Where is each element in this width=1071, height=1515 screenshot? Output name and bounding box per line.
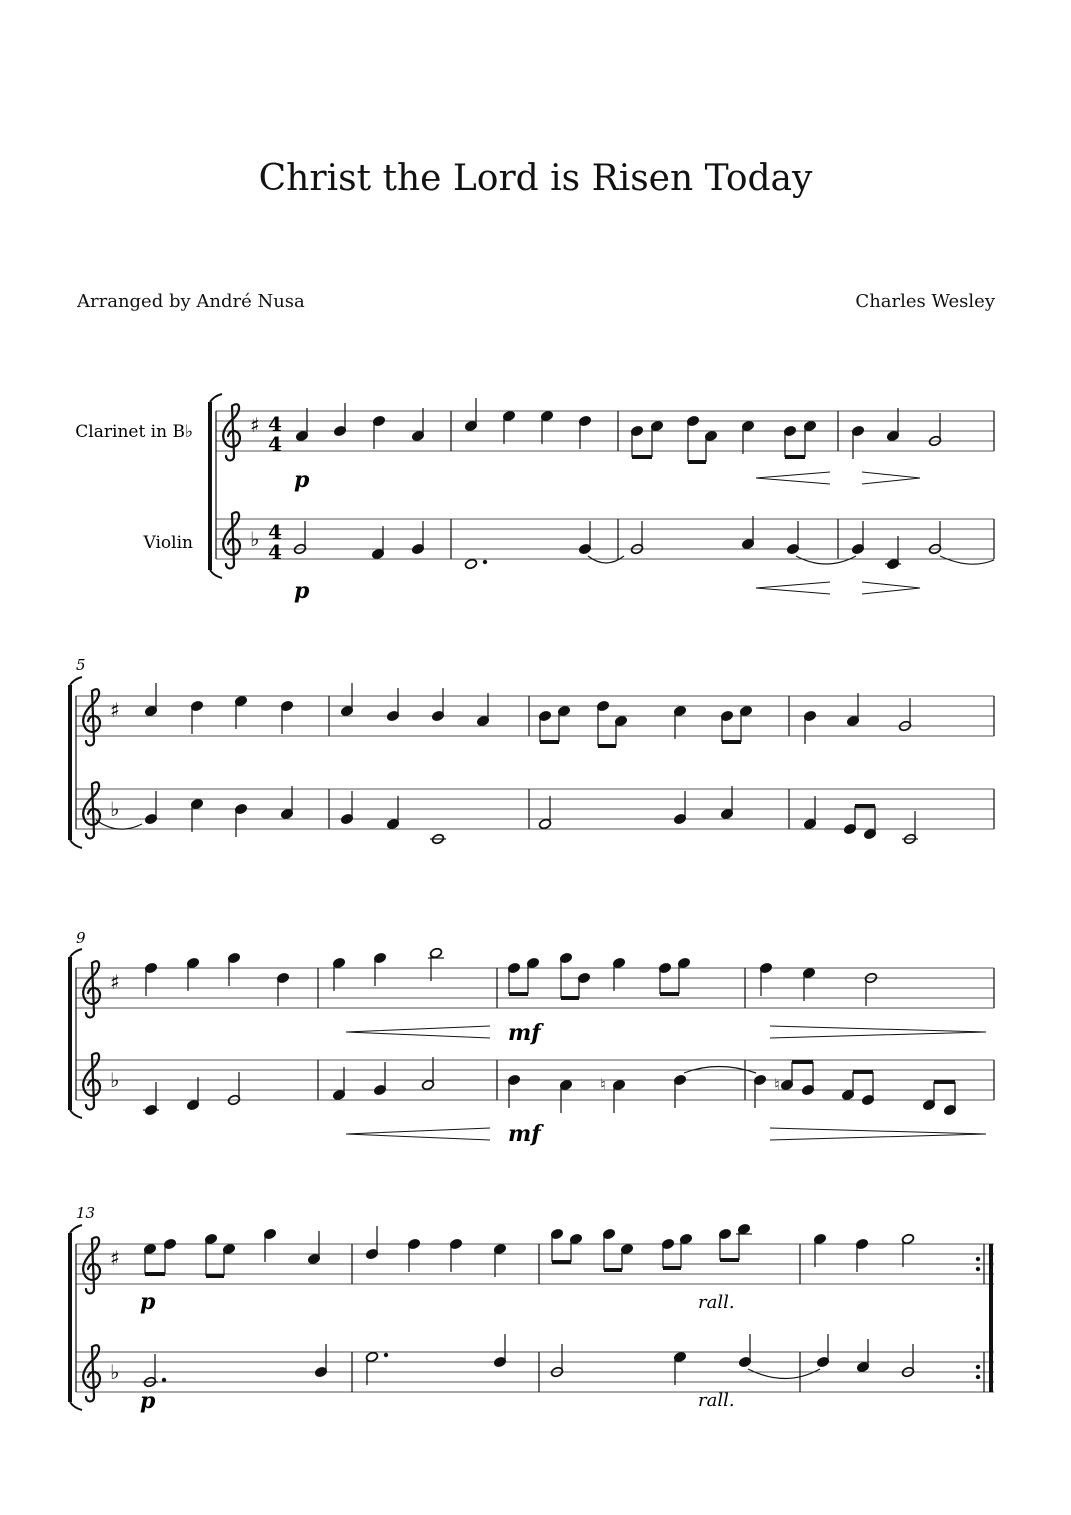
- crescendo-hairpin: [756, 472, 830, 484]
- arranger-credit: Arranged by André Nusa: [77, 291, 305, 312]
- dynamic-p-violin: p: [140, 1388, 156, 1414]
- decrescendo-hairpin-violin: [770, 1128, 986, 1140]
- dynamic-mf-violin: mf: [508, 1121, 541, 1147]
- violin-notes-system-4: [142, 1334, 915, 1388]
- composer-credit: Charles Wesley: [855, 291, 995, 312]
- instrument-label-violin: Violin: [143, 533, 193, 553]
- time-signature-bottom-violin: 4: [268, 540, 282, 564]
- decrescendo-hairpin: [770, 1026, 986, 1038]
- repeat-sign: [976, 1257, 980, 1379]
- flat-key-signature-icon: ♭: [110, 1068, 120, 1092]
- instrument-label-clarinet: Clarinet in B♭: [75, 422, 193, 442]
- violin-notes-system-1: [293, 516, 994, 570]
- sharp-key-signature-icon: ♯: [250, 413, 260, 437]
- crescendo-hairpin-violin: [346, 1128, 490, 1140]
- crescendo-hairpin-violin: [756, 582, 830, 594]
- crescendo-hairpin: [346, 1026, 490, 1038]
- violin-notes-system-2: [96, 786, 918, 845]
- sharp-key-signature-icon: ♯: [110, 1246, 120, 1270]
- time-signature-bottom: 4: [268, 432, 282, 456]
- violin-notes-system-3: [143, 1057, 957, 1116]
- tempo-marking-rall-violin: rall.: [698, 1390, 735, 1411]
- time-signature-top: 4: [268, 412, 282, 436]
- decrescendo-hairpin: [862, 472, 920, 484]
- clarinet-notes-system-3: [144, 947, 877, 1006]
- measure-number-13: 13: [76, 1204, 96, 1222]
- system-3: [70, 929, 994, 1147]
- system-2: [70, 656, 994, 848]
- svg-text:♮: ♮: [774, 1075, 780, 1094]
- decrescendo-hairpin-violin: [862, 582, 920, 594]
- system-4: [70, 1204, 994, 1414]
- flat-key-signature-icon: ♭: [250, 527, 260, 551]
- dynamic-p: p: [294, 467, 310, 493]
- sharp-key-signature-icon: ♯: [110, 698, 120, 722]
- dynamic-p-violin: p: [294, 578, 310, 604]
- system-1: [75, 394, 994, 604]
- measure-number-5: 5: [76, 656, 86, 674]
- flat-key-signature-icon: ♭: [110, 1360, 120, 1384]
- flat-key-signature-icon: ♭: [110, 797, 120, 821]
- dynamic-mf: mf: [508, 1020, 541, 1046]
- page-title: Christ the Lord is Risen Today: [258, 158, 813, 199]
- measure-number-9: 9: [76, 929, 86, 947]
- clarinet-notes-system-4: [143, 1223, 914, 1277]
- time-signature-top-violin: 4: [268, 520, 282, 544]
- sharp-key-signature-icon: ♯: [110, 970, 120, 994]
- dynamic-p: p: [140, 1289, 156, 1315]
- clarinet-notes-system-2: [144, 683, 911, 746]
- svg-text:♮: ♮: [600, 1075, 606, 1094]
- tempo-marking-rall: rall.: [698, 1292, 735, 1313]
